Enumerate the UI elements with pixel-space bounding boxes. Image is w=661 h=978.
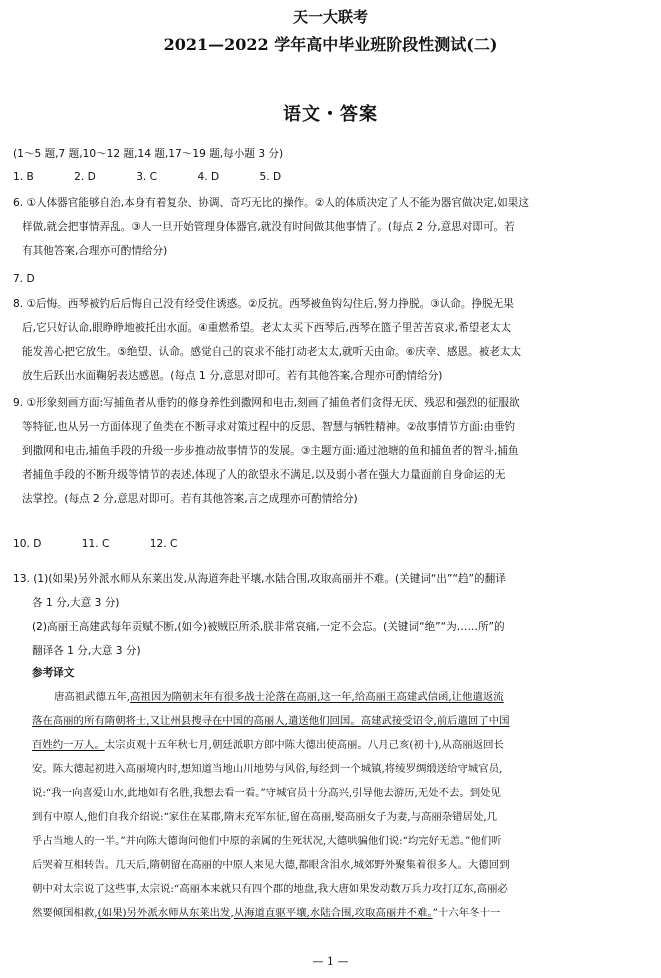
answer-9-line-1: 9. ①形象刻画方面:写捕鱼者从垂钓的修身养性到撒网和电击,刻画了捕鱼者们贪得无厌、残忍和强烈的征服欲 <box>13 397 520 409</box>
answers-10-12: 10. D 11. C 12. C <box>13 538 178 550</box>
answer-8-line-4: 放生后跃出水面鞠躬表达感恩。(每点 1 分,意思对即可。若有其他答案,合理亦可酌情给分) <box>22 370 443 382</box>
exam-org-title: 天一大联考 <box>292 8 368 26</box>
translation-underline: 落在高丽的所有隋朝将士,又让州县搜寻在中国的高丽人,遣送他们回国。 <box>32 715 361 727</box>
translation-underline: 高建武接受诏令,前后遣回了中国 <box>360 715 510 727</box>
translation-underline: (如果)另外派水师从东莱出发 <box>97 907 231 919</box>
reference-translation-heading: 参考译文 <box>32 667 75 679</box>
translation-underline: 百姓约一万人。 <box>32 739 105 751</box>
page-number: — 1 — <box>312 955 349 968</box>
translation-line-10: 然要倾国相救,(如果)另外派水师从东莱出发,从海道直驱平壤,水陆合围,攻取高丽并不难。”十六年冬十一 <box>32 907 501 919</box>
translation-underline: 从海道直驱平壤,水陆合围,攻取高丽并不难。 <box>233 907 433 919</box>
translation-line-5: 说:“我一向喜爱山水,此地如有名胜,我想去看一看。”守城官员十分高兴,引导他去游历,无处不去。到处见 <box>32 787 501 799</box>
translation-line-6: 到有中原人,他们自我介绍说:“家住在某郡,隋末充军东征,留在高丽,娶高丽女子为妻,与高丽杂错居处,几 <box>32 811 498 823</box>
answer-9-line-2: 等特征,也从另一方面体现了鱼类在不断寻求对策过程中的反思、智慧与牺牲精神。②故事情节方面:由垂钓 <box>22 421 516 433</box>
translation-line-8: 后哭着互相转告。几天后,隋朝留在高丽的中原人来见大德,都眼含泪水,城郊野外聚集着很多人。大德回到 <box>32 859 510 871</box>
translation-line-7: 乎占当地人的一半。”并向陈大德询问他们中原的亲属的生死状况,大德哄骗他们说:“均完好无恙。”他们听 <box>32 835 502 847</box>
answer-8-line-2: 后,它只好认命,眼睁睁地被托出水面。④重燃希望。老太太买下西琴后,西琴在篮子里苦苦哀求,希望老太太 <box>22 322 512 334</box>
exam-title: 2021—2022 学年高中毕业班阶段性测试(二) <box>163 35 498 54</box>
answer-9-line-5: 法掌控。(每点 2 分,意思对即可。若有其他答案,言之成理亦可酌情给分) <box>22 493 358 505</box>
answer-9-line-4: 者捕鱼手段的不断升级等情节的表述,体现了人的欲望永不满足,以及弱小者在强大力量面前自身命运的无 <box>22 469 506 481</box>
translation-line-4: 安。陈大德起初进入高丽境内时,想知道当地山川地势与风俗,每经到一个城镇,将绫罗绸缎送给守城官员, <box>32 763 503 775</box>
answer-13-2-line-1: (2)高丽王高建武每年贡赋不断,(如今)被贼臣所杀,朕非常哀痛,一定不会忘。(关键词“绝”“为……所”的 <box>32 621 505 633</box>
translation-line-9: 朝中对太宗说了这些事,太宗说:“高丽本来就只有四个郡的地盘,我大唐如果发动数万兵力攻打辽东,高丽必 <box>32 883 508 895</box>
answer-13-1-line-1: 13. (1)(如果)另外派水师从东莱出发,从海道奔赴平壤,水陆合围,攻取高丽并不难。(关键词“出”“趋”的翻译 <box>13 573 506 585</box>
answer-8-line-3: 能发善心把它放生。⑤绝望、认命。感觉自己的哀求不能打动老太太,就听天由命。⑥庆幸、感恩。被老太太 <box>22 346 522 358</box>
answer-7: 7. D <box>13 273 35 285</box>
answer-8-line-1: 8. ①后悔。西琴被钓后后悔自己没有经受住诱惑。②反抗。西琴被鱼钩勾住后,努力挣脱。③认命。挣脱无果 <box>13 298 514 310</box>
answer-9-line-3: 到撒网和电击,捕鱼手段的升级一步步推动故事情节的发展。③主题方面:通过池塘的鱼和捕鱼者的智斗,捕鱼 <box>22 445 519 457</box>
answer-13-2-line-2: 翻译各 1 分,大意 3 分) <box>32 645 141 657</box>
translation-underline: 高祖因为隋朝末年有很多战士沦落在高丽,这一年,给高丽王高建武信函,让他遣返流 <box>130 691 504 703</box>
answer-6-line-1: 6. ①人体器官能够自治,本身有着复杂、协调、奇巧无比的操作。②人的体质决定了人不能为器官做决定,如果这 <box>13 197 529 209</box>
scoring-note: (1～5 题,7 题,10～12 题,14 题,17～19 题,每小题 3 分) <box>13 148 284 160</box>
translation-line-1: 唐高祖武德五年,高祖因为隋朝末年有很多战士沦落在高丽,这一年,给高丽王高建武信函,让他遣返流 <box>54 691 504 703</box>
answer-13-1-line-2: 各 1 分,大意 3 分) <box>32 597 120 609</box>
answers-1-5: 1. B 2. D 3. C 4. D 5. D <box>13 171 282 183</box>
translation-line-3: 百姓约一万人。太宗贞观十五年秋七月,朝廷派职方郎中陈大德出使高丽。八月己亥(初十),从高丽返回长 <box>32 739 504 751</box>
translation-line-2 <box>32 714 650 729</box>
answer-6-line-3: 有其他答案,合理亦可酌情给分) <box>22 245 168 257</box>
answer-6-line-2: 样做,就会把事情弄乱。③人一旦开始管理身体器官,就没有时间做其他事情了。(每点 2 分,意思对即可。若 <box>22 221 515 233</box>
subject-title: 语文・答案 <box>283 104 378 125</box>
